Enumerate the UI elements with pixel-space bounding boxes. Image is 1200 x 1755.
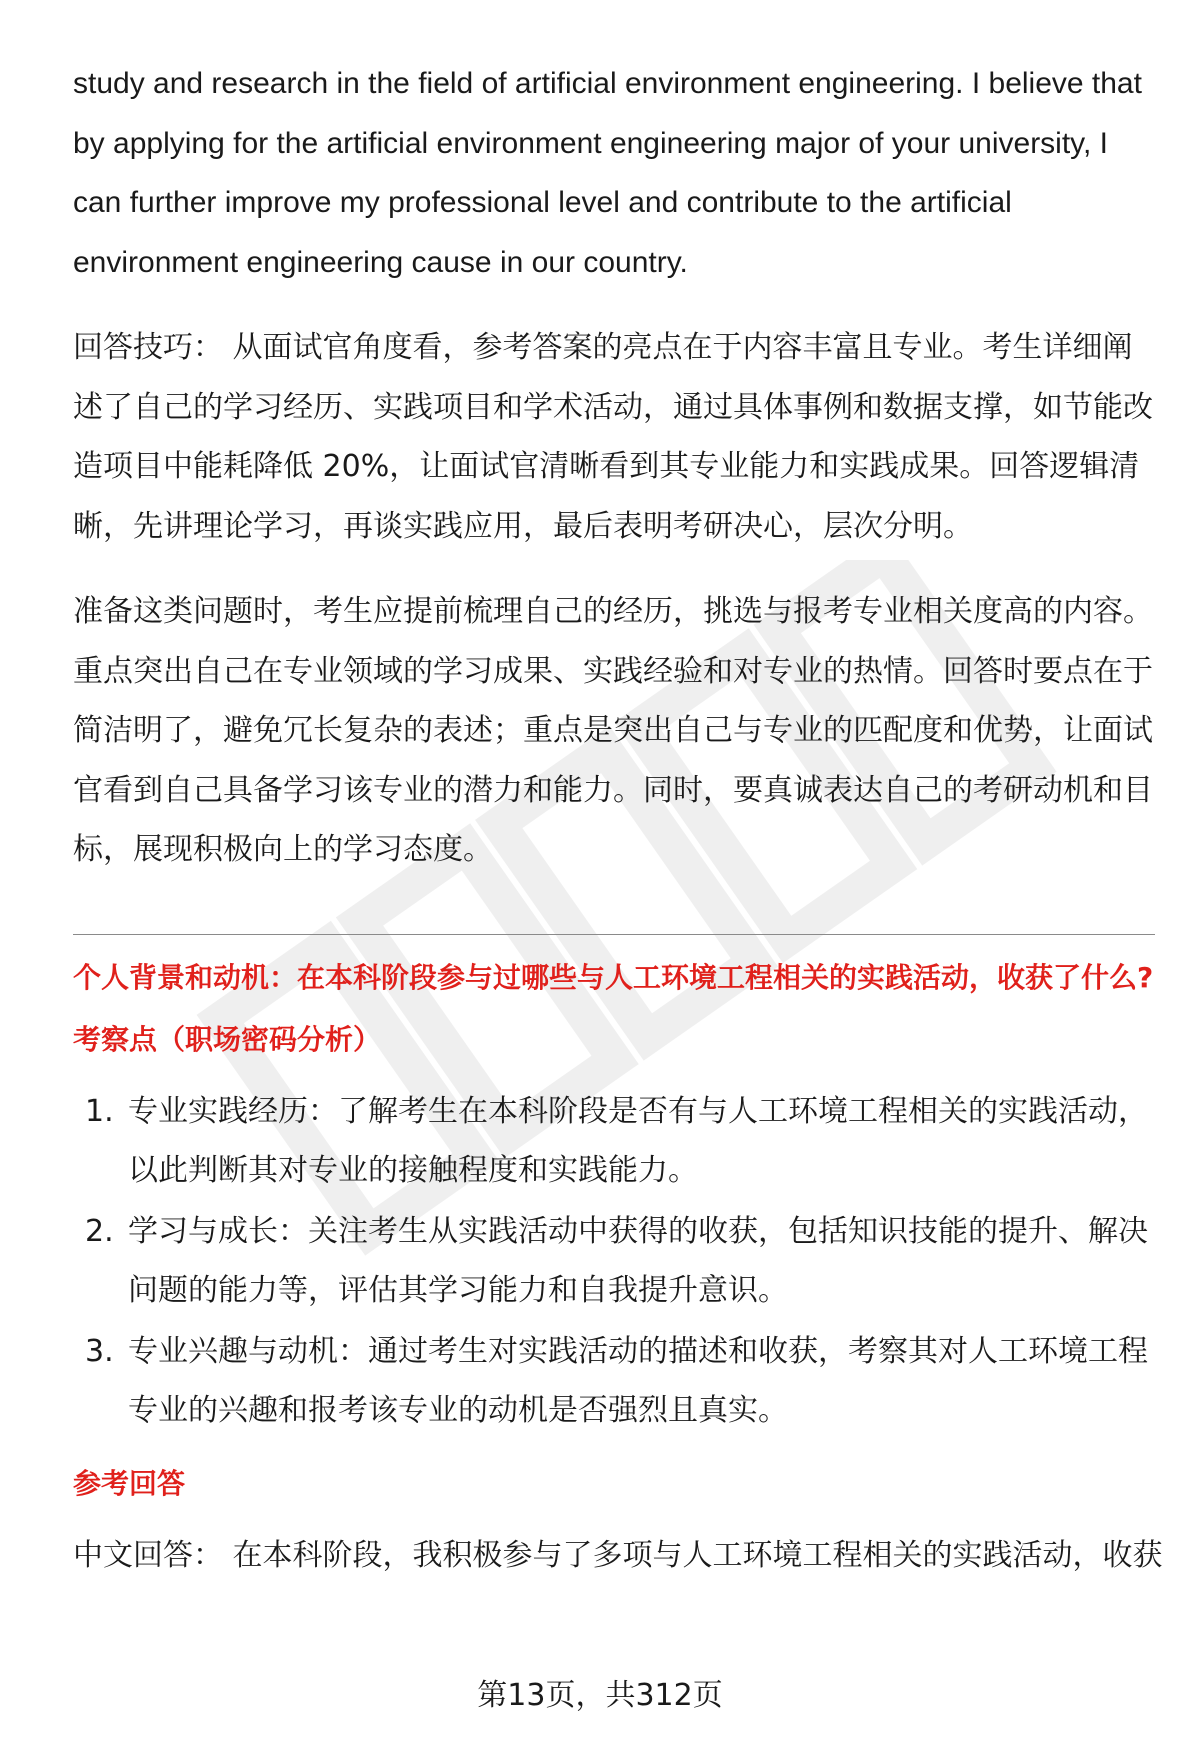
answer-tips-paragraph: 回答技巧： 从面试官角度看，参考答案的亮点在于内容丰富且专业。考生详细阐述了自己的学习经历、实践项目和学术活动，通过具体事例和数据支撑，如节能改造项目中能耗降低 20%，让面试官清晰看到其专业能力和实践成果。回答逻辑清晰，先讲理论学习，再谈实践应用，最后表明考研决心，层次分明。: [73, 330, 1153, 544]
list-item: [73, 1082, 1155, 1200]
preparation-advice-paragraph: 准备这类问题时，考生应提前梳理自己的经历，挑选与报考专业相关度高的内容。重点突出自己在专业领域的学习成果、实践经验和对专业的热情。回答时要点在于简洁明了，避免冗长复杂的表述；重点是突出自己与专业的匹配度和优势，让面试官看到自己具备学习该专业的潜力和能力。同时，要真诚表达自己的考研动机和目标，展现积极向上的学习态度。: [73, 594, 1153, 867]
question-heading: 个人背景和动机：在本科阶段参与过哪些与人工环境工程相关的实践活动，收获了什么?: [73, 961, 1154, 994]
list-item-number: 2.: [85, 1214, 114, 1249]
answer-heading: 参考回答: [73, 1467, 186, 1500]
page-number-footer: 第13页，共312页: [477, 1678, 723, 1713]
question-section: [73, 958, 1163, 1586]
focus-list: [73, 1082, 1155, 1440]
list-item-text: 专业实践经历：了解考生在本科阶段是否有与人工环境工程相关的实践活动，以此判断其对专业的接触程度和实践能力。: [128, 1094, 1148, 1188]
list-item: [73, 1322, 1155, 1440]
focus-heading: 考察点（职场密码分析）: [73, 1023, 382, 1056]
list-item: [73, 1202, 1155, 1320]
list-item-text: 专业兴趣与动机：通过考生对实践活动的描述和收获，考察其对人工环境工程专业的兴趣和报考该专业的动机是否强烈且真实。: [128, 1334, 1148, 1428]
answer-start-paragraph: 中文回答： 在本科阶段，我积极参与了多项与人工环境工程相关的实践活动，收获: [73, 1538, 1163, 1573]
document-body: [73, 54, 1155, 880]
list-item-number: 3.: [85, 1334, 114, 1369]
list-item-text: 学习与成长：关注考生从实践活动中获得的收获，包括知识技能的提升、解决问题的能力等，评估其学习能力和自我提升意识。: [128, 1214, 1148, 1308]
intro-english-paragraph: study and research in the field of artificial environment engineering. I believe that by applying for the artificial environment engineering major of your university, I can further improve my professional level and contribute to the artificial environment engineering cause in our country.: [73, 67, 1142, 279]
section-divider: [73, 934, 1155, 935]
list-item-number: 1.: [85, 1094, 114, 1129]
